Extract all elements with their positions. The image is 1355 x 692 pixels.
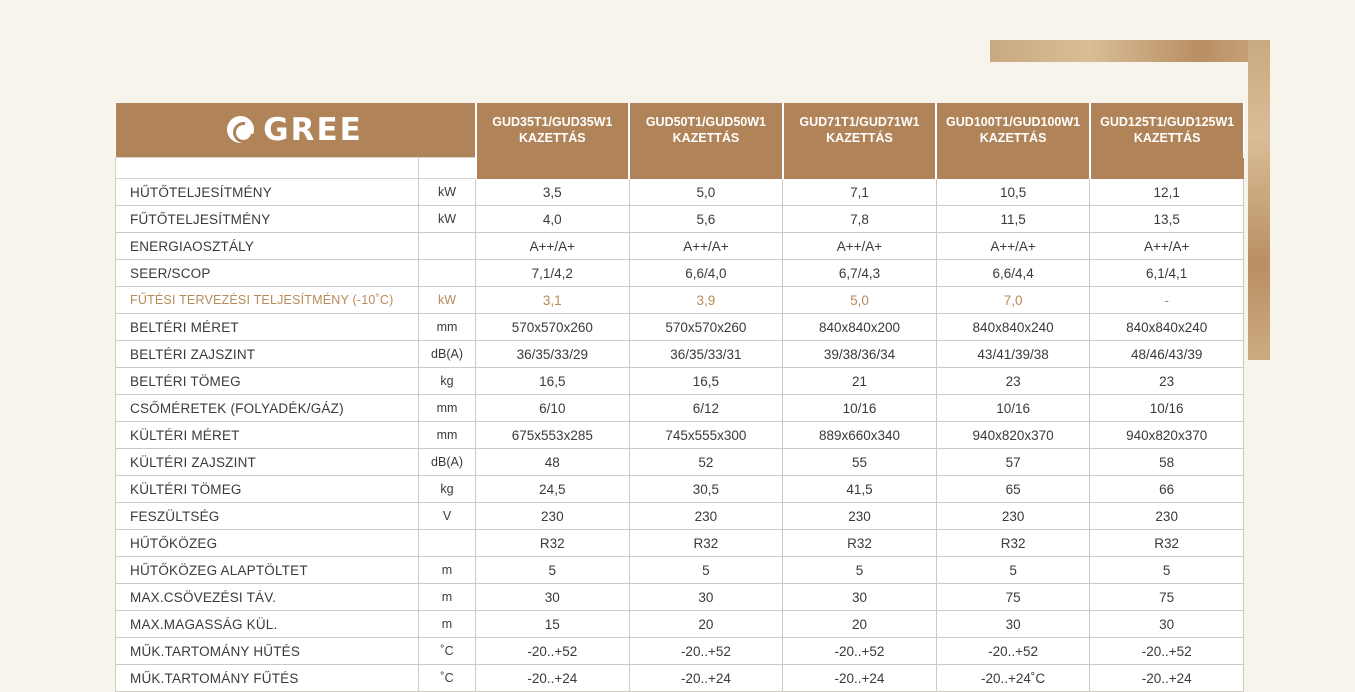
- row-label: MŰK.TARTOMÁNY HŰTÉS: [116, 638, 419, 665]
- row-value: 20: [783, 611, 937, 638]
- row-value: 5: [936, 557, 1090, 584]
- model-header-3: [783, 103, 937, 158]
- row-value: 230: [783, 503, 937, 530]
- row-value: 21: [783, 368, 937, 395]
- row-value: 230: [629, 503, 783, 530]
- model-header-4-type: KAZETTÁS: [979, 131, 1047, 146]
- row-value: 5,6: [629, 206, 783, 233]
- row-value: 7,0: [936, 287, 1090, 314]
- row-value: -20..+24: [476, 665, 630, 692]
- row-value: 15: [476, 611, 630, 638]
- table-row: [116, 233, 1244, 260]
- row-value: 13,5: [1090, 206, 1244, 233]
- row-value: A++/A+: [936, 233, 1090, 260]
- row-value: 230: [1090, 503, 1244, 530]
- row-value: 36/35/33/31: [629, 341, 783, 368]
- row-value: 5: [783, 557, 937, 584]
- row-value: 30: [629, 584, 783, 611]
- table-row: [116, 341, 1244, 368]
- row-unit: dB(A): [419, 449, 476, 476]
- table-row: [116, 449, 1244, 476]
- row-value: -20..+24: [1090, 665, 1244, 692]
- table-row: [116, 611, 1244, 638]
- row-value: 10/16: [936, 395, 1090, 422]
- table-header: [116, 103, 1244, 158]
- model-header-2-type: KAZETTÁS: [672, 131, 740, 146]
- model-header-1-code: GUD35T1/GUD35W1: [492, 115, 613, 130]
- row-value: 6/10: [476, 395, 630, 422]
- table-row: [116, 314, 1244, 341]
- row-value: 675x553x285: [476, 422, 630, 449]
- row-value: 23: [1090, 368, 1244, 395]
- model-header-2: [629, 103, 783, 158]
- row-value: 24,5: [476, 476, 630, 503]
- row-value: A++/A+: [629, 233, 783, 260]
- model-header-3-type: KAZETTÁS: [826, 131, 893, 146]
- row-value: 230: [936, 503, 1090, 530]
- model-header-4: [936, 103, 1090, 158]
- spacer-model-cell-2: [629, 158, 783, 179]
- row-value: R32: [1090, 530, 1244, 557]
- row-unit: kg: [419, 368, 476, 395]
- row-value: 75: [936, 584, 1090, 611]
- spacer-model-cell-1: [476, 158, 630, 179]
- decorative-bar-horizontal: [990, 40, 1270, 62]
- gree-swirl-icon: [227, 116, 254, 143]
- row-unit: dB(A): [419, 341, 476, 368]
- spacer-model-cell-5: [1090, 158, 1244, 179]
- table-row: [116, 557, 1244, 584]
- model-header-5: [1090, 103, 1244, 158]
- table-row: [116, 665, 1244, 692]
- row-value: 30,5: [629, 476, 783, 503]
- row-value: 20: [629, 611, 783, 638]
- spacer-row: [116, 158, 1244, 179]
- row-unit: [419, 233, 476, 260]
- spec-sheet: [115, 103, 1243, 692]
- table-row: [116, 368, 1244, 395]
- row-value: 6,1/4,1: [1090, 260, 1244, 287]
- row-value: 39/38/36/34: [783, 341, 937, 368]
- row-value: 48/46/43/39: [1090, 341, 1244, 368]
- brand-name: GREE: [263, 111, 363, 148]
- row-value: 889x660x340: [783, 422, 937, 449]
- row-value: 10/16: [783, 395, 937, 422]
- row-value: 3,1: [476, 287, 630, 314]
- row-value: -: [1090, 287, 1244, 314]
- row-value: -20..+52: [476, 638, 630, 665]
- row-value: 840x840x240: [936, 314, 1090, 341]
- row-unit: mm: [419, 314, 476, 341]
- row-value: 5: [1090, 557, 1244, 584]
- row-value: 10,5: [936, 179, 1090, 206]
- row-value: -20..+52: [936, 638, 1090, 665]
- spacer-label-cell: [116, 158, 419, 179]
- row-value: 840x840x240: [1090, 314, 1244, 341]
- row-value: -20..+24: [629, 665, 783, 692]
- model-header-4-code: GUD100T1/GUD100W1: [946, 115, 1081, 130]
- row-label: HŰTŐKÖZEG: [116, 530, 419, 557]
- row-value: 58: [1090, 449, 1244, 476]
- row-unit: m: [419, 584, 476, 611]
- row-unit: kW: [419, 179, 476, 206]
- table-row: [116, 476, 1244, 503]
- table-body: [116, 158, 1244, 692]
- table-row: [116, 179, 1244, 206]
- row-value: 57: [936, 449, 1090, 476]
- row-value: 6,7/4,3: [783, 260, 937, 287]
- row-label: KÜLTÉRI ZAJSZINT: [116, 449, 419, 476]
- table-row-highlighted: [116, 287, 1244, 314]
- row-value: 840x840x200: [783, 314, 937, 341]
- row-value: -20..+52: [783, 638, 937, 665]
- row-value: 36/35/33/29: [476, 341, 630, 368]
- row-value: 65: [936, 476, 1090, 503]
- row-label: FŰTŐTELJESÍTMÉNY: [116, 206, 419, 233]
- row-value: 30: [476, 584, 630, 611]
- model-header-1: [476, 103, 630, 158]
- row-unit: m: [419, 611, 476, 638]
- row-label: SEER/SCOP: [116, 260, 419, 287]
- row-value: -20..+24: [783, 665, 937, 692]
- row-label: FESZÜLTSÉG: [116, 503, 419, 530]
- row-value: 10/16: [1090, 395, 1244, 422]
- row-value: 41,5: [783, 476, 937, 503]
- row-value: 6/12: [629, 395, 783, 422]
- spacer-model-cell-3: [783, 158, 937, 179]
- row-value: 5: [476, 557, 630, 584]
- row-value: 570x570x260: [476, 314, 630, 341]
- table-row: [116, 422, 1244, 449]
- model-header-5-type: KAZETTÁS: [1133, 131, 1201, 146]
- row-value: 30: [936, 611, 1090, 638]
- row-value: -20..+52: [1090, 638, 1244, 665]
- row-unit: mm: [419, 395, 476, 422]
- model-header-1-type: KAZETTÁS: [518, 131, 586, 146]
- row-label: CSŐMÉRETEK (FOLYADÉK/GÁZ): [116, 395, 419, 422]
- decorative-bar-vertical: [1248, 40, 1270, 360]
- row-value: 75: [1090, 584, 1244, 611]
- row-value: 940x820x370: [1090, 422, 1244, 449]
- row-value: 7,8: [783, 206, 937, 233]
- row-label: BELTÉRI MÉRET: [116, 314, 419, 341]
- row-value: 230: [476, 503, 630, 530]
- row-value: 23: [936, 368, 1090, 395]
- row-label: BELTÉRI TÖMEG: [116, 368, 419, 395]
- table-row: [116, 530, 1244, 557]
- row-value: 570x570x260: [629, 314, 783, 341]
- row-value: 16,5: [629, 368, 783, 395]
- model-header-2-code: GUD50T1/GUD50W1: [645, 115, 766, 130]
- row-value: A++/A+: [1090, 233, 1244, 260]
- row-unit: mm: [419, 422, 476, 449]
- row-value: A++/A+: [476, 233, 630, 260]
- row-value: R32: [476, 530, 630, 557]
- row-unit: m: [419, 557, 476, 584]
- row-value: 745x555x300: [629, 422, 783, 449]
- spacer-unit-cell: [419, 158, 476, 179]
- row-unit: ˚C: [419, 638, 476, 665]
- row-label: MAX.CSÖVEZÉSI TÁV.: [116, 584, 419, 611]
- table-row: [116, 395, 1244, 422]
- row-value: 43/41/39/38: [936, 341, 1090, 368]
- row-value: 5: [629, 557, 783, 584]
- table-row: [116, 260, 1244, 287]
- row-value: -20..+52: [629, 638, 783, 665]
- row-value: -20..+24˚C: [936, 665, 1090, 692]
- row-label: KÜLTÉRI MÉRET: [116, 422, 419, 449]
- row-value: R32: [783, 530, 937, 557]
- row-unit: [419, 530, 476, 557]
- row-value: 30: [783, 584, 937, 611]
- row-unit: ˚C: [419, 665, 476, 692]
- row-value: 3,5: [476, 179, 630, 206]
- row-value: 7,1: [783, 179, 937, 206]
- row-unit: V: [419, 503, 476, 530]
- row-label: KÜLTÉRI TÖMEG: [116, 476, 419, 503]
- row-value: 7,1/4,2: [476, 260, 630, 287]
- row-label: HŰTŐTELJESÍTMÉNY: [116, 179, 419, 206]
- row-value: 66: [1090, 476, 1244, 503]
- row-label: FŰTÉSI TERVEZÉSI TELJESÍTMÉNY (-10˚C): [116, 287, 419, 314]
- specifications-table: [115, 103, 1244, 692]
- table-row: [116, 638, 1244, 665]
- table-row: [116, 206, 1244, 233]
- row-value: 52: [629, 449, 783, 476]
- row-unit: kW: [419, 206, 476, 233]
- row-value: 55: [783, 449, 937, 476]
- row-value: R32: [936, 530, 1090, 557]
- row-value: 48: [476, 449, 630, 476]
- row-value: A++/A+: [783, 233, 937, 260]
- row-value: 6,6/4,0: [629, 260, 783, 287]
- table-row: [116, 503, 1244, 530]
- row-value: 5,0: [783, 287, 937, 314]
- row-label: HŰTŐKÖZEG ALAPTÖLTET: [116, 557, 419, 584]
- spacer-model-cell-4: [936, 158, 1090, 179]
- model-header-5-code: GUD125T1/GUD125W1: [1100, 115, 1235, 130]
- row-value: 940x820x370: [936, 422, 1090, 449]
- row-unit: [419, 260, 476, 287]
- row-value: 4,0: [476, 206, 630, 233]
- row-value: R32: [629, 530, 783, 557]
- row-label: ENERGIAOSZTÁLY: [116, 233, 419, 260]
- row-label: MAX.MAGASSÁG KÜL.: [116, 611, 419, 638]
- row-label: BELTÉRI ZAJSZINT: [116, 341, 419, 368]
- row-value: 5,0: [629, 179, 783, 206]
- row-value: 16,5: [476, 368, 630, 395]
- row-unit: kg: [419, 476, 476, 503]
- model-header-3-code: GUD71T1/GUD71W1: [799, 115, 920, 130]
- brand-logo-cell: [116, 103, 476, 158]
- row-label: MŰK.TARTOMÁNY FŰTÉS: [116, 665, 419, 692]
- row-value: 11,5: [936, 206, 1090, 233]
- row-value: 6,6/4,4: [936, 260, 1090, 287]
- row-value: 30: [1090, 611, 1244, 638]
- row-unit: kW: [419, 287, 476, 314]
- row-value: 12,1: [1090, 179, 1244, 206]
- row-value: 3,9: [629, 287, 783, 314]
- table-row: [116, 584, 1244, 611]
